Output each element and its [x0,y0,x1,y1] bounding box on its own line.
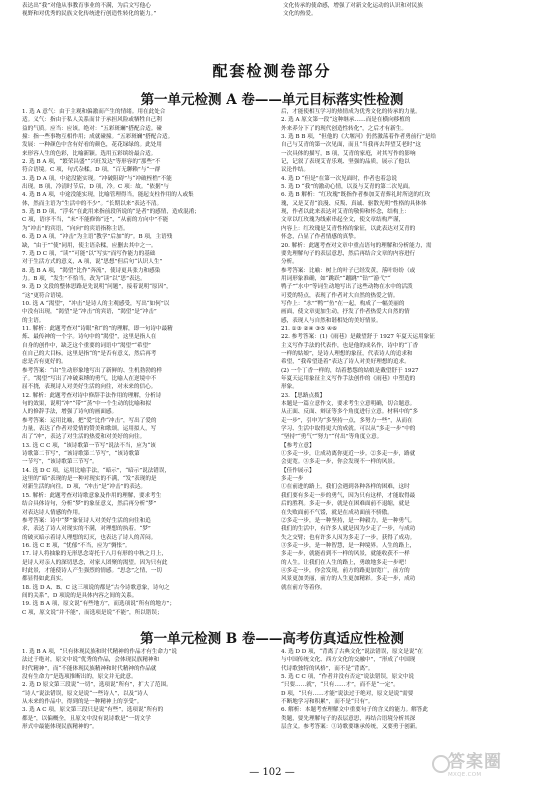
text-line: 是诗人对亲人的深切思念，对家人团聚的渴望。因为只有此 [22,559,168,566]
text-line: 都显得如此真实。 [22,576,67,583]
text-line: 学习、生活中取得更大的成就。可以从“多走一步”中的 [281,426,416,433]
text-line: 3. 选 A C 项，原文第三段只是说“有些”，选项说“所有的 [22,707,164,714]
text-line: 这里的“暗”表现的是一种对现实的不满，“发”表现的是 [22,476,157,483]
text-line: 句的效果，说明“冲”“带”“蒸”中一个生动的比喻和拟 [22,401,152,408]
text-line: 17. 诗人将抽象的无形思念寄托于八月有形的中秋之月上， [22,551,167,558]
text-line: 失之交臂；也有许多人因为多走了一步，获得了成功。 [281,534,416,541]
text-line: 13. 选 C C 项，“该诗歌第一节写”说法不当，应为“该 [22,442,156,449]
text-line: 就在前方等着你。 [281,584,326,591]
text-line: 2. 选 A 原文第一段“这种继承……而是在横向移植的 [281,117,411,124]
text-line: 的主语。 [22,317,45,324]
text-line: 11. 解析：此题考查对“诗眼”和“的”的理解，即一句诗中最精 [22,325,173,332]
page-title: 配套检测卷部分 [212,62,332,80]
header-right-text [283,2,528,19]
text-line: 会更宽。③多走一步，你会发现不一样的风景。 [281,459,399,466]
text-line: 7. 选 D C 项，“读”“可能”以“写实”而写作能力的基础 [22,250,156,257]
text-line: 主义写作手法的代表作，也是他的成名作，诗中的“丁香 [281,342,419,349]
text-line: 对表达诗人情感的作用。 [22,509,84,516]
text-line: 5. 选 D “我”的激动心情，以及与艾青的第二次见面。 [281,184,414,191]
text-line: 参考答案：运用比喻，把“爱”比作“冲击”，写出了爱的 [22,417,157,424]
text-line: 层含义。参考答案：①诗歌要继承传统，又要勇于创新。 [281,724,421,731]
text-line: 虑是否有更好的。 [22,359,67,366]
text-line: 缺，“由于”“使”同用，使主语杂糅，应删去其中之一。 [22,242,157,249]
watermark-url: MXQE.COM [448,772,482,778]
text-line: 自己与艾青的第一次见面，而且“当我再去拜望艾老时”这 [281,142,421,149]
text-line: 表达出“我”对他从事教育事业的不满，为后文写他心 [22,3,151,9]
text-line: 分析。 [281,259,298,266]
text-line: 的破灭暗示着诗人理想的幻灭，也表达了诗人的苦闷。 [22,534,157,541]
text-line: 14. 选 D C 项，运用比喻手法，“暗示”，“暗示”说法错误， [22,467,171,474]
text-line: 来形容人生的色彩，比喻新颖。选用五彩缤纷最合适。 [22,150,157,157]
text-line: 屈不挠，表现诗人对美好生活的向往，对未来的信心。 [22,384,157,391]
text-line: 12. 解析：此题考查对诗中修辞手法作用的理解，分析诗 [22,392,162,399]
text-line: (2) 一个丁香一样的，结着愁怨的姑娘是戴望舒于 1927 [281,367,419,374]
text-line: 体，然而主语为“生活中的不少”。“长期以来”表达不清。 [22,200,163,207]
text-line: 出了“冲”，表达了对生活的热爱和对美好的向往。 [22,434,146,441]
section-a-right-column [281,108,529,620]
text-line: 代诗歌独特的风格”，而不是“背离”。 [281,665,374,672]
text-line: “诗人”说法错误，原文是说“一些诗人”，以及“诗人 [22,690,149,697]
text-line: 子。“渴望”写出了冲破束缚的勇气，比喻人在逆境中不 [22,376,157,382]
text-line: 诗歌第二节写”，“该诗歌第二节写”，“该诗歌第 [22,451,140,458]
text-line: 1. 选 B A 项，“只有体现民族和时代精神的作品才有生命力”说 [22,649,177,655]
text-line: “坚持”“勇气”“努力”“付出”等角度立意。 [281,434,383,441]
text-line: “这”更符合语境。 [22,292,67,299]
text-line: 文章以红玫瑰为线索串起全文，使文章结构严谨， [281,217,405,224]
text-line: 在失败面前不气馁，就是在成功面前不骄傲。 [281,509,393,516]
text-line: 力量，表达了作者对爱情的赞美和歌颂。运用拟人，写 [22,426,157,433]
section-b-right-column [281,648,529,760]
text-line: 可爱的特点，表现了作者对大自然的热爱之情。 [281,292,399,299]
text-line: 瑰，又是艾青“浪漫、反叛、真诚、驱散光明”性格的具体体 [281,200,427,207]
text-line: 后，才能使相互学习的热情成为优秀文化的传承的力量。 [281,109,421,115]
text-line: ②多走一步，是一种坚持，是一种毅力，是一种勇气。 [281,517,416,524]
text-line: 23. 【思路点拨】 [281,392,326,399]
text-line: 【参考立意】 [281,442,315,449]
text-line: 为“冲击”的宾语，“向向”的宾语指称主语。 [22,225,129,232]
text-line: 发展：一种颜色中含有好看的颜色，花花绿绿的。此处用 [22,142,162,149]
text-line: 参考答案：“由”生动形象地写出了新鲜的、生机勃勃的样 [22,367,162,374]
text-line: 多走一步，就能看到不一样的风景，就能收获不一样 [281,551,410,558]
text-line: 6. 解析：本题考查理解文中重要句子的含义的能力。解答此 [281,707,428,714]
text-line: 6. 选 D A 项，“冲击”为主语“教学”后加“的”。B 项，主语残 [22,234,173,241]
text-line: 5. 选 B D 项，“浮名”在此用来指前段所说的“是者”的感情，造成混淆； [22,209,200,216]
section-a-left-column [22,108,270,620]
text-line: 内容上：红玫瑰是艾青性格的象征，以此表达对艾青的 [281,225,416,232]
text-line: 时此景，才能使诗人产生强烈的情感。“思念”之情，一切 [22,567,162,574]
text-line: 19. 选 B A 项，原文说“有些地方”，而选项说“所有的地方”； [22,601,176,608]
text-line: 适。义气：指由于私人关系而甘于承担风险或牺牲自己利 [22,117,162,124]
section-a-title [0,88,544,108]
text-line: 2. 选 B A 项，“繁荣昌盛”“兴旺发达”等形容的“那些”不 [22,159,161,166]
text-line: 外来养分下了的现代创造性转化”，之后才有新生。 [281,125,407,132]
text-line: 从正面、反面、辩证等多个角度进行立意。材料中的“多 [281,409,419,416]
text-line: 求，表达了诗人对现实的不满，对理想的执着。“梦” [22,526,151,533]
text-line: 的人生。让我们在人生的路上，勇敢地多走一步吧！ [281,559,410,566]
text-line: 8. 选 B A 项，“渴望”比作“奔流”，使诗更具张力和感染 [22,267,161,274]
header-left-text [22,2,247,19]
text-line: 对于生活方式的意义，A 项，说“思想”但后句“认识人生” [22,259,163,266]
text-line: 现，作者以此来表达对艾青的敬仰和怀念，结构上： [281,209,410,216]
text-line: 3. 选 D A 项，中途没能实现。“冲破阻碍”与“冲破桎梏”不能 [22,175,172,182]
text-line: 文化传承的使命感，增强了对新文化运动的认识和对民族 [283,3,423,9]
text-line: ④多走一步，你会发现，前方的路更加宽广，前方的 [281,567,410,574]
text-line: 参考答案：诗中“梦”象征诗人对美好生活的向往和追 [22,517,151,524]
text-line: 撞：指一些事物互相作用；成就碰撞。“五彩斑斓”搭配合适。 [22,134,174,141]
text-line: “只要……就”，“只有……才”，而不是“一定”。 [281,682,399,689]
text-line: 对新生活的向往。D 项，“冲击”是“冲击”的表达。 [22,484,146,491]
text-line: 感，表现人与自然和谐相处的美好情景。 [281,317,382,324]
section-a-title-text: 第一单元检测 A 卷——单元目标落实性检测 [135,92,410,108]
text-line: C 项，语序不当，“未”不能修饰“还”，“从前的方向中”不能 [22,217,169,224]
text-line: 怀念，凸显了作者情感的真挚。 [281,234,360,241]
watermark-logo-icon [432,755,450,773]
text-line: 出现。B 项，冷清时节后，D 项，冷。C 项：故。“依据”与 [22,184,169,191]
text-line: 5. 选 C C 项，“作者并没有否定”说法错误，原文中说 [281,674,415,681]
text-line: 形象。 [281,384,298,391]
text-line: 本题是一篇立意作文，要求考生立意明确，切合题意。 [281,401,416,408]
text-line: ①在前进的路上，我们会遇到各种各样的困难，这时 [281,484,410,491]
text-line: D 项，“只有……才能”说法过于绝对，原文是说“需要 [281,690,414,697]
text-line: 中没有出现，“渴望”是“冲击”的宾语，“渴望”是“冲击” [22,309,157,316]
text-line: 益的气质。应当：应该。绝对：“五彩斑斓”搭配合适。碰 [22,125,162,132]
text-line: 不断地学习和积累”，而不是“只有”。 [281,699,374,706]
text-line: 形式中最能体现民族精神的”。 [22,724,98,731]
text-line: 议论作结。 [281,167,309,174]
text-line: 多走一步 [281,476,304,483]
text-line: 时代精神”，而“不能体现民族精神和时代精神的作品就 [22,665,157,672]
text-line: 没有生命力”是选项推断出的，原文并无此意。 [22,674,137,681]
text-line: 力。B 项，“发生”不恰当，改为“读”以“思”表达。 [22,275,146,282]
watermark-title: 答案圈 [448,752,502,772]
text-line: 希望，“我希望逢着”表达了诗人对美好理想的追求。 [281,359,410,366]
text-line: 4. 选 D “但是”在第一次见面时，作者也着急说 [281,175,397,182]
page-number: — 102 — [249,767,295,778]
text-line: 自身的创作中，缺乏这个重要的词语中“渴望”“希望” [22,342,151,349]
text-line: 一节写”，“该诗歌第三节写”。 [22,459,98,466]
text-line: 我们的生活中，有许多人就是因为少走了一步，与成功 [281,526,416,533]
text-line: 9. 选 D 文段的整体思路是先说明“问题”，接着说明“原因”， [22,284,172,291]
text-line: 在自己的大目标，这里是指“的”是否有意义，然后再考 [22,350,157,357]
text-line: 用词形象准确，如“跳跃”“蹦跳”“钻”“游弋”“ [281,275,391,282]
text-line: 画面，使文章更加生动，抒发了作者热爱大自然的情 [281,309,410,316]
text-line: 类题，要先理解句子的表层意思，再结合语境分析其深 [281,715,416,722]
text-line: 风景更加美丽，前方的人生更加精彩。多走一步，成功 [281,576,416,583]
text-line: 16. 选 C E 项，“忧郁”不当，应为“惆怅”。 [22,542,131,549]
text-line: 法过于绝对，原文中说“优秀的作品，会体现民族精神和 [22,657,160,664]
text-line: 2. 选 D 原文第三段说“一切”，选项说“所有”，扩大了范围。 [22,682,172,689]
text-line: 21. ①③ ②④ ③⑤ ④⑥ [281,325,338,332]
text-line: 年夏天运用象征主义写作手法创作的《雨巷》中塑造的 [281,376,416,382]
text-line: 结合具体诗句，分析“梦”的象征意义，然后再分析“梦” [22,501,157,508]
text-line: 【佳作展示】 [281,467,315,474]
section-b-title-text: 第一单元检测 B 卷——高考仿真适应性检测 [134,631,410,647]
text-line: 6. 选 B 解析：“红玫瑰”既指作者参加艾青葬礼时所送的红玫 [281,192,431,199]
text-line: 炼、最传神的一个字。诗句中的“渴望”，这里是指人在 [22,334,157,341]
text-line: 18. 选 D A、B、C 这三项说的都是“古今诗歌意象，诗句之 [22,584,170,591]
text-line: 写作上：“水”“鸭”“鱼”在一起，构成了一幅美丽的 [281,300,405,307]
text-line: 走一步”，引申为“多坚持一点，多努力一些”，从而在 [281,417,413,424]
text-line: 我们要有多走一步的勇气，因为只有这样，才能取得最 [281,492,416,499]
text-line: 符合语境。C 项，句式杂糅。D 项，“百无聊赖”与“一群 [22,167,161,174]
text-line: 后的胜利。多走一步，就是在困难面前不退缩，就是 [281,501,410,508]
section-b-title [0,627,544,647]
text-line: 20. 解析：此题考查对文章中重点语句的理解和分析能力，需 [281,242,432,249]
text-line: 3. 选 B B 项，“但他的《大堰河》仍然激荡着作者勇前行”是给 [281,134,437,141]
text-line: 都是”，以偏概全，且原文中没有说诗歌是“一切文学 [22,715,151,722]
text-line: 视野和对优秀的民族文化传统进行创造性转化的能力。” [22,11,157,18]
text-line: 记，记叙了表现艾青乐观、坚强的品质，展示了他以 [281,159,410,166]
text-line: 一次具体的描写，B 项，艾青的家庭，对其写作的影响 [281,150,416,157]
text-line: ①多走一步，让成功离你更近一步。②多走一步，路就 [281,451,416,458]
text-line: C 项，原文说“并不能”，而选项是说“不能”，所以错误； [22,609,163,616]
text-line: 文化的热爱。 [283,11,317,18]
watermark [448,752,534,792]
text-line: 10. 选 A “渴望”，“冲击”是诗人的主观感受，写出“如何”以 [22,300,170,307]
text-line: 鸭子”“水中”等词生动地写出了这些动物在水中的活泼 [281,284,413,291]
text-line: 15. 解析：此题考查对诗歌意象及作用的理解，要求考生 [22,492,162,499]
text-line: 人的修辞手法，增强了诗句的画面感。 [22,409,118,416]
text-line: 要先理解句子的表层意思，然后再结合文章的内容进行 [281,250,416,257]
text-line: 从未来的作品中，得到的是一种精神上的享受”。 [22,699,143,706]
text-line: 22. 参考答案：(1)《雨巷》是戴望舒于 1927 年夏天运用象征 [281,334,435,341]
text-line: 间的关系”，D 项说的是具体内容之间的关系。 [22,592,138,599]
text-line: 参考答案：比喻：树上的叶子已经发黄，落叶纷纷（或 [281,267,416,274]
text-line: 一样的姑娘”，是诗人理想的象征，代表诗人的追求和 [281,350,413,357]
text-line: ③多走一步，是一种智慧，是一种境界。人生的路上， [281,542,416,549]
text-line: 4. 选 B A 项，中途没能实现，比喻管理得当，能起支柱作用的人或集 [22,192,194,199]
section-b-left-column [22,648,270,760]
text-line: 与中国传统文化、西方文化的交融中”，“形成了中国现 [281,657,416,664]
text-line: 4. 选 D D 项，“背离了古典文化”说法错误，原文是说“在 [281,649,423,655]
text-line: 1. 选 A 意气：由于主观和偏激而产生的情绪。用在此处合 [22,109,166,115]
